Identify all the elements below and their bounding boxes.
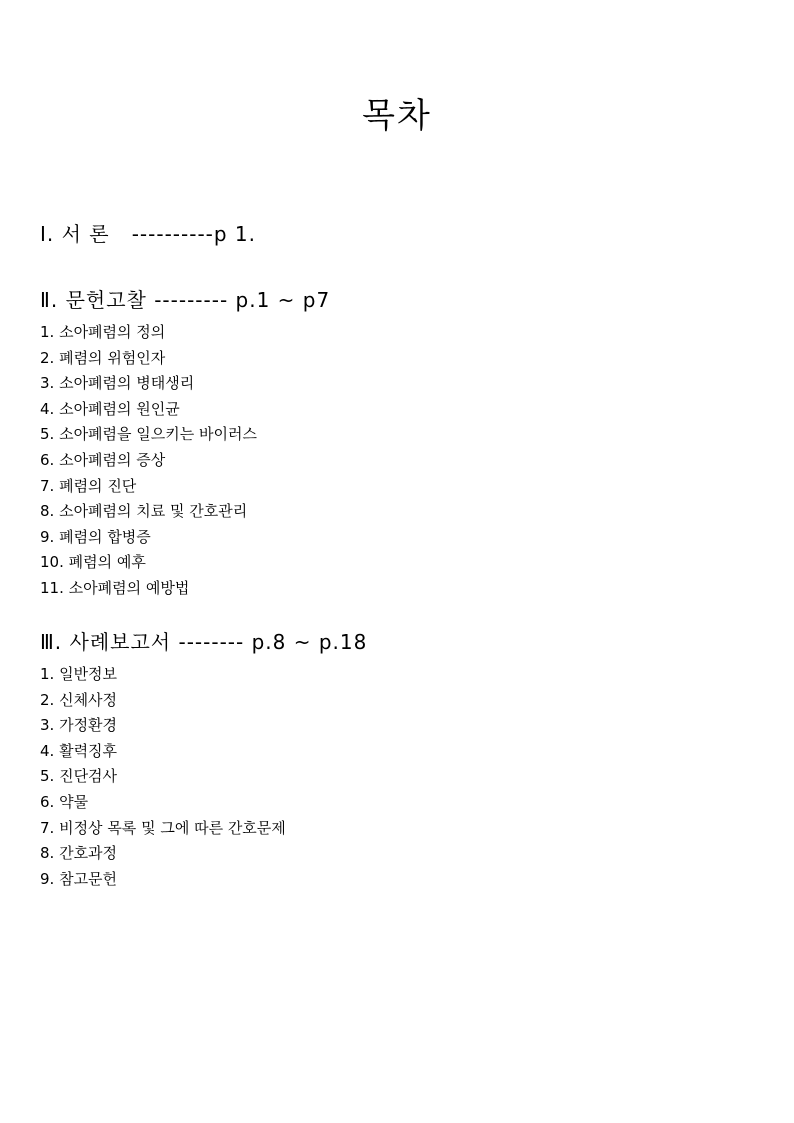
page-range: p.8 ~ p.18	[251, 630, 368, 654]
toc-item: 1. 일반정보	[40, 665, 118, 683]
toc-item: 5. 진단검사	[40, 767, 118, 786]
toc-item: 4. 소아폐렴의 원인균	[40, 399, 180, 418]
toc-item-list	[40, 662, 760, 892]
toc-item: 1. 소아폐렴의 정의	[40, 323, 166, 341]
toc-item-list	[40, 320, 760, 602]
toc-section-literature-review	[40, 286, 760, 602]
section-title: 서 론	[61, 222, 110, 246]
section-heading	[40, 286, 760, 314]
section-heading	[40, 628, 760, 656]
section-number: Ⅲ.	[40, 630, 63, 654]
toc-item: 11. 소아폐렴의 예방법	[40, 578, 190, 597]
page-range: p.1 ~ p7	[235, 288, 331, 312]
toc-item: 6. 소아폐렴의 증상	[40, 450, 166, 469]
toc-item: 8. 소아폐렴의 치료 및 간호관리	[40, 502, 248, 521]
toc-section-introduction	[40, 220, 760, 248]
leader-dashes: ----------	[131, 222, 214, 246]
toc-item: 7. 폐렴의 진단	[40, 476, 137, 495]
toc-item: 9. 폐렴의 합병증	[40, 527, 151, 546]
section-heading	[40, 220, 760, 248]
toc-item: 9. 참고문헌	[40, 869, 118, 888]
toc-item: 10. 폐렴의 예후	[40, 553, 146, 572]
toc-section-case-report	[40, 628, 760, 892]
section-title: 문헌고찰	[65, 288, 147, 312]
toc-item: 2. 신체사정	[40, 690, 118, 709]
leader-dashes: ---------	[154, 288, 229, 312]
toc-item: 4. 활력징후	[40, 741, 118, 760]
toc-item: 2. 폐렴의 위험인자	[40, 348, 166, 367]
leader-dashes: --------	[178, 630, 245, 654]
page-title: 목차	[362, 96, 432, 136]
toc-item: 6. 약물	[40, 792, 89, 811]
section-number: Ⅱ.	[40, 288, 59, 312]
toc-item: 8. 간호과정	[40, 844, 118, 863]
toc-item: 5. 소아폐렴을 일으키는 바이러스	[40, 425, 257, 444]
toc-item: 3. 소아폐렴의 병태생리	[40, 374, 195, 393]
toc-item: 3. 가정환경	[40, 716, 118, 735]
page-range: p 1.	[213, 222, 257, 246]
toc-item: 7. 비정상 목록 및 그에 따른 간호문제	[40, 818, 286, 837]
section-title: 사례보고서	[69, 630, 172, 654]
section-number: Ⅰ.	[40, 222, 55, 246]
